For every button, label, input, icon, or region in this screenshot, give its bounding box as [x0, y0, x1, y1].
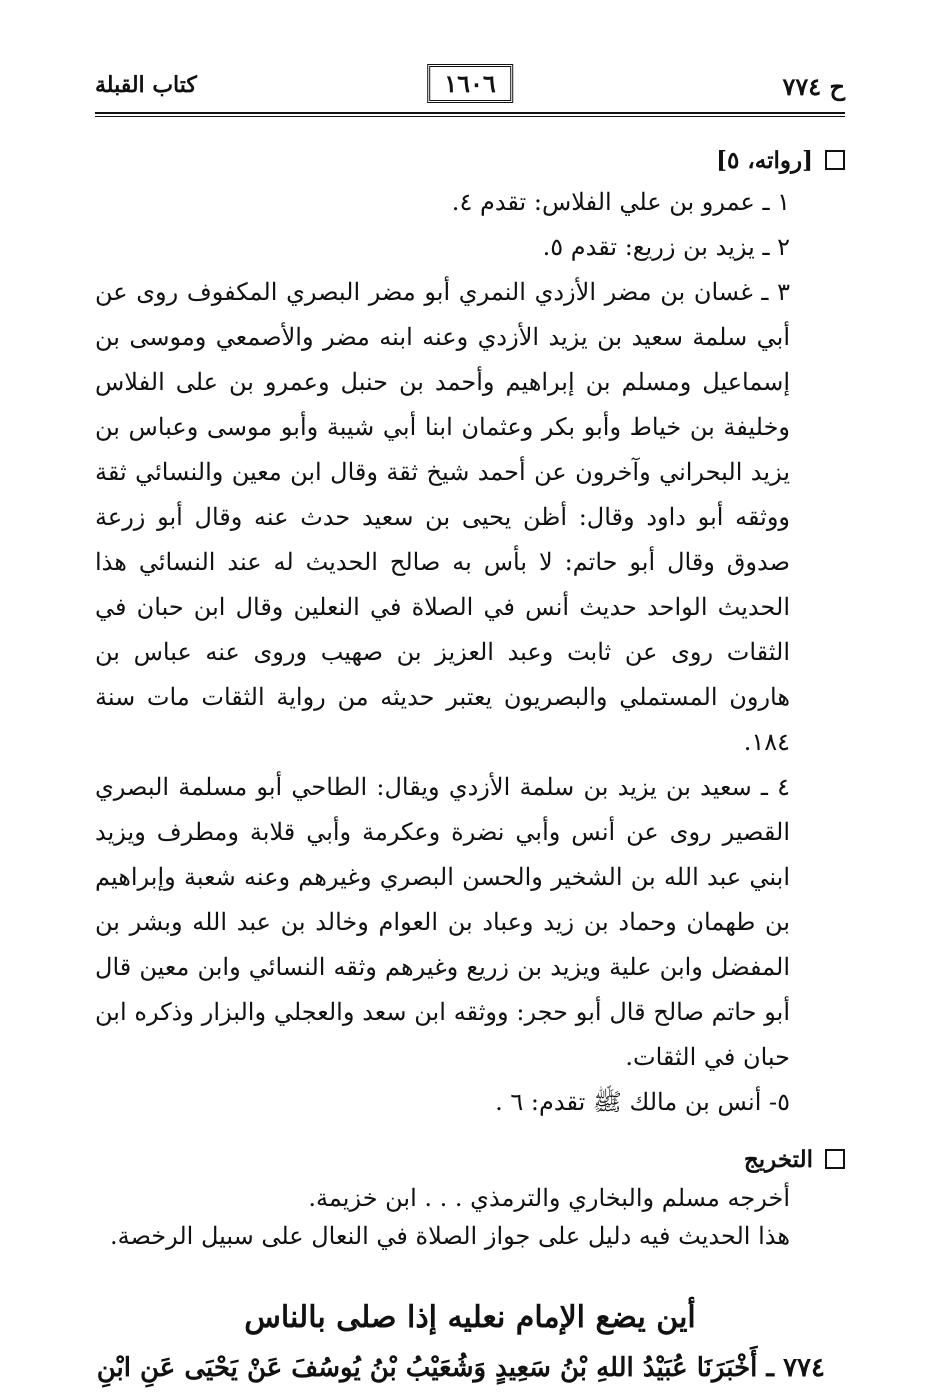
takhrij-line-1: أخرجه مسلم والبخاري والترمذي . . . ابن خزيمة. [308, 1184, 790, 1212]
chapter-title: أين يضع الإمام نعليه إذا صلى بالناس [244, 1300, 696, 1335]
takhrij-heading-text: التخريج [743, 1145, 813, 1173]
hadith-start: ٧٧٤ ـ أَخْبَرَنَا عُبَيْدُ اللهِ بْنُ سَعِيدٍ وَشُعَيْبُ بْنُ يُوسُفَ عَنْ يَحْيَى عَنِ ابْنِ [96, 1353, 825, 1383]
narrator-entry-3: ٣ ـ غسان بن مضر الأزدي النمري أبو مضر البصري المكفوف روى عن أبي سلمة سعيد بن يزيد الأزدي وعنه ابنه مضر والأصمعي وموسى بن إسماعيل ومسلم بن إبراهيم وأحمد بن حنبل وعمرو بن على الفلاس وخليفة بن خياط وأبو بكر وعثمان ابنا أبي شيبة وأبو موسى وعباس بن يزيد البحراني وآخرون عن أحمد شيخ ثقة وقال ابن معين والنسائي ثقة ووثقه أبو داود وقال: أظن يحيى بن سعيد حدث عنه وقال أبو زرعة صدوق وقال أبو حاتم: لا بأس به صالح الحديث له عند النسائي هذا الحديث الواحد حديث أنس في الصلاة في النعلين وقال ابن حبان في الثقات روى عن ثابت وعبد العزيز بن صهيب وروى عنه عباس بن هارون المستملي والبصريون يعتبر حديثه من رواية الثقات مات سنة ١٨٤. [95, 278, 790, 756]
narrators-heading [95, 140, 845, 180]
narrator-entry-2: ٢ ـ يزيد بن زريع: تقدم ٥. [542, 233, 790, 261]
page-number: ١٦٠٦ [427, 64, 513, 103]
takhrij-line-2: هذا الحديث فيه دليل على جواز الصلاة في النعال على سبيل الرخصة. [109, 1222, 790, 1250]
page-header [95, 68, 845, 108]
page-content [95, 140, 845, 1393]
book-title: كتاب القبلة [95, 72, 197, 98]
section-gap [95, 1125, 845, 1139]
header-rule [95, 112, 845, 117]
narrator-entry-5: ٥- أنس بن مالك ﷺ تقدم: ٦ . [495, 1088, 790, 1116]
takhrij-heading [95, 1139, 845, 1179]
narrators-heading-text: [رواته، ٥] [716, 146, 813, 174]
narrator-entry-4: ٤ ـ سعيد بن يزيد بن سلمة الأزدي ويقال: الطاحي أبو مسلمة البصري القصير روى عن أنس وأبي نضرة وعكرمة وأبي قلابة ومطرف ويزيد ابني عبد الله بن الشخير والحسن البصري وغيرهم وعنه شعبة وإبراهيم بن طهمان وحماد بن زيد وعباد بن العوام وخالد بن عبد الله وبشر بن المفضل وابن علية ويزيد بن زريع وغيرهم وثقه النسائي وابن معين قال أبو حاتم صالح قال أبو حجر: ووثقه ابن سعد والعجلي والبزار وذكره ابن حبان في الثقات. [95, 773, 791, 1071]
hadith-reference: ح ٧٧٤ [782, 72, 845, 101]
checkbox-square-icon [825, 1149, 845, 1169]
narrator-entry-1: ١ ـ عمرو بن علي الفلاس: تقدم ٤. [451, 188, 790, 216]
checkbox-square-icon [825, 150, 845, 170]
